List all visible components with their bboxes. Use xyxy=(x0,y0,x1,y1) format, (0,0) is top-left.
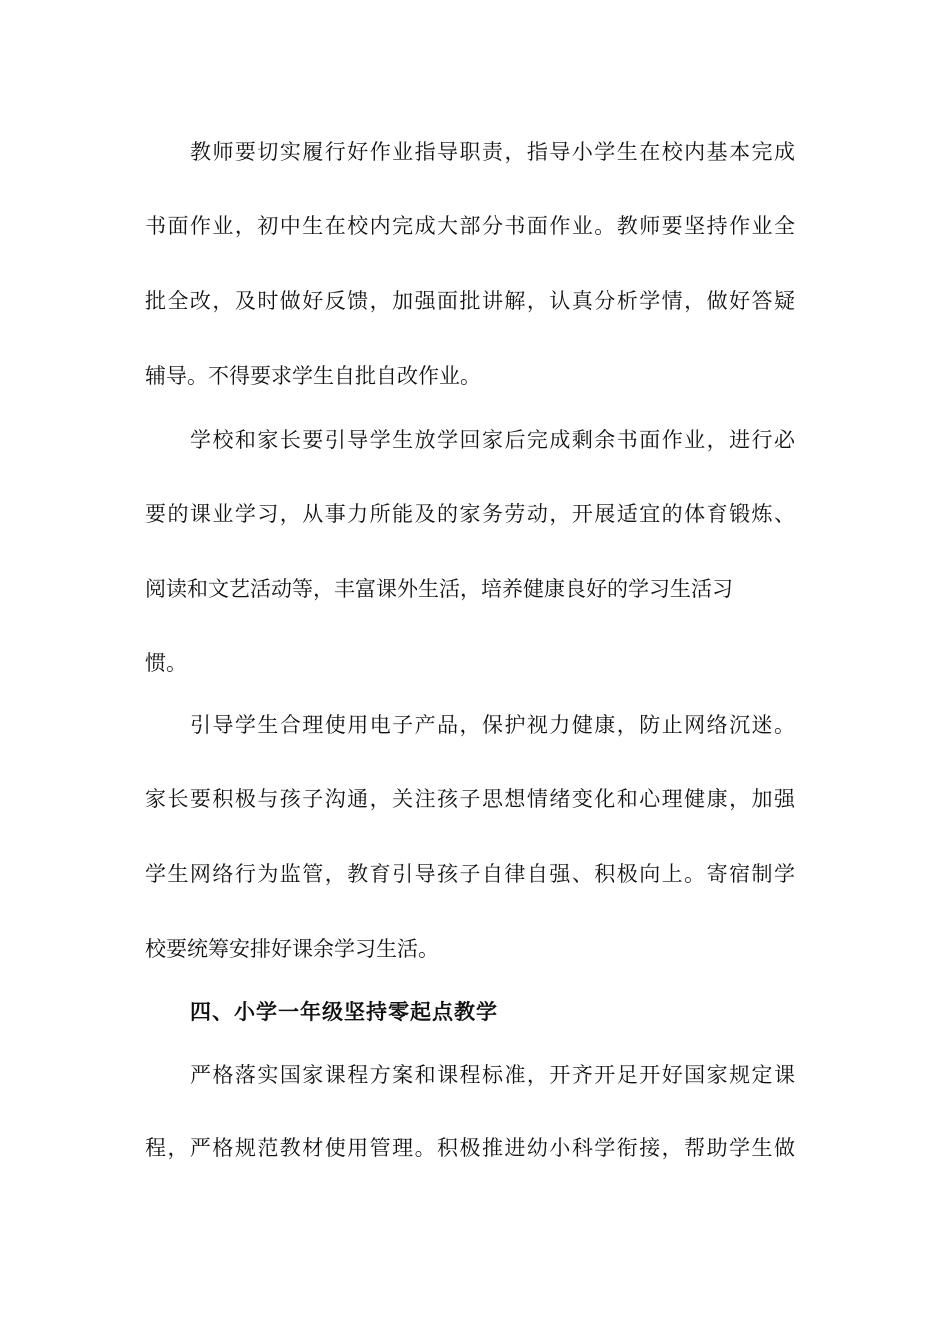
paragraph-2-line-1: 学校和家长要引导学生放学回家后完成剩余书面作业，进行必 xyxy=(190,428,795,452)
paragraph-5-line-1: 严格落实国家课程方案和课程标准，开齐开足开好国家规定课 xyxy=(190,1063,795,1087)
paragraph-1-line-4: 辅导。不得要求学生自批自改作业。 xyxy=(145,364,481,388)
paragraph-3-line-3: 学生网络行为监管，教育引导孩子自律自强、积极向上。寄宿制学 xyxy=(145,862,795,886)
paragraph-3-line-1: 引导学生合理使用电子产品，保护视力健康，防止网络沉迷。 xyxy=(190,713,795,737)
paragraph-3-line-2: 家长要积极与孩子沟通，关注孩子思想情绪变化和心理健康，加强 xyxy=(145,787,795,811)
paragraph-1-line-1: 教师要切实履行好作业指导职责，指导小学生在校内基本完成 xyxy=(190,140,795,164)
section-heading: 四、小学一年级坚持零起点教学 xyxy=(190,999,498,1024)
paragraph-2-line-4: 惯。 xyxy=(145,651,187,675)
paragraph-3-line-4: 校要统筹安排好课余学习生活。 xyxy=(145,937,439,961)
paragraph-1-line-3: 批全改，及时做好反馈，加强面批讲解，认真分析学情，做好答疑 xyxy=(145,289,795,313)
paragraph-1-line-2: 书面作业，初中生在校内完成大部分书面作业。教师要坚持作业全 xyxy=(145,214,795,238)
paragraph-2-line-2: 要的课业学习，从事力所能及的家务劳动，开展适宜的体育锻炼、 xyxy=(145,502,795,526)
paragraph-5-line-2: 程，严格规范教材使用管理。积极推进幼小科学衔接，帮助学生做 xyxy=(145,1136,795,1160)
paragraph-2-line-3: 阅读和文艺活动等，丰富课外生活，培养健康良好的学习生活习 xyxy=(145,577,733,601)
